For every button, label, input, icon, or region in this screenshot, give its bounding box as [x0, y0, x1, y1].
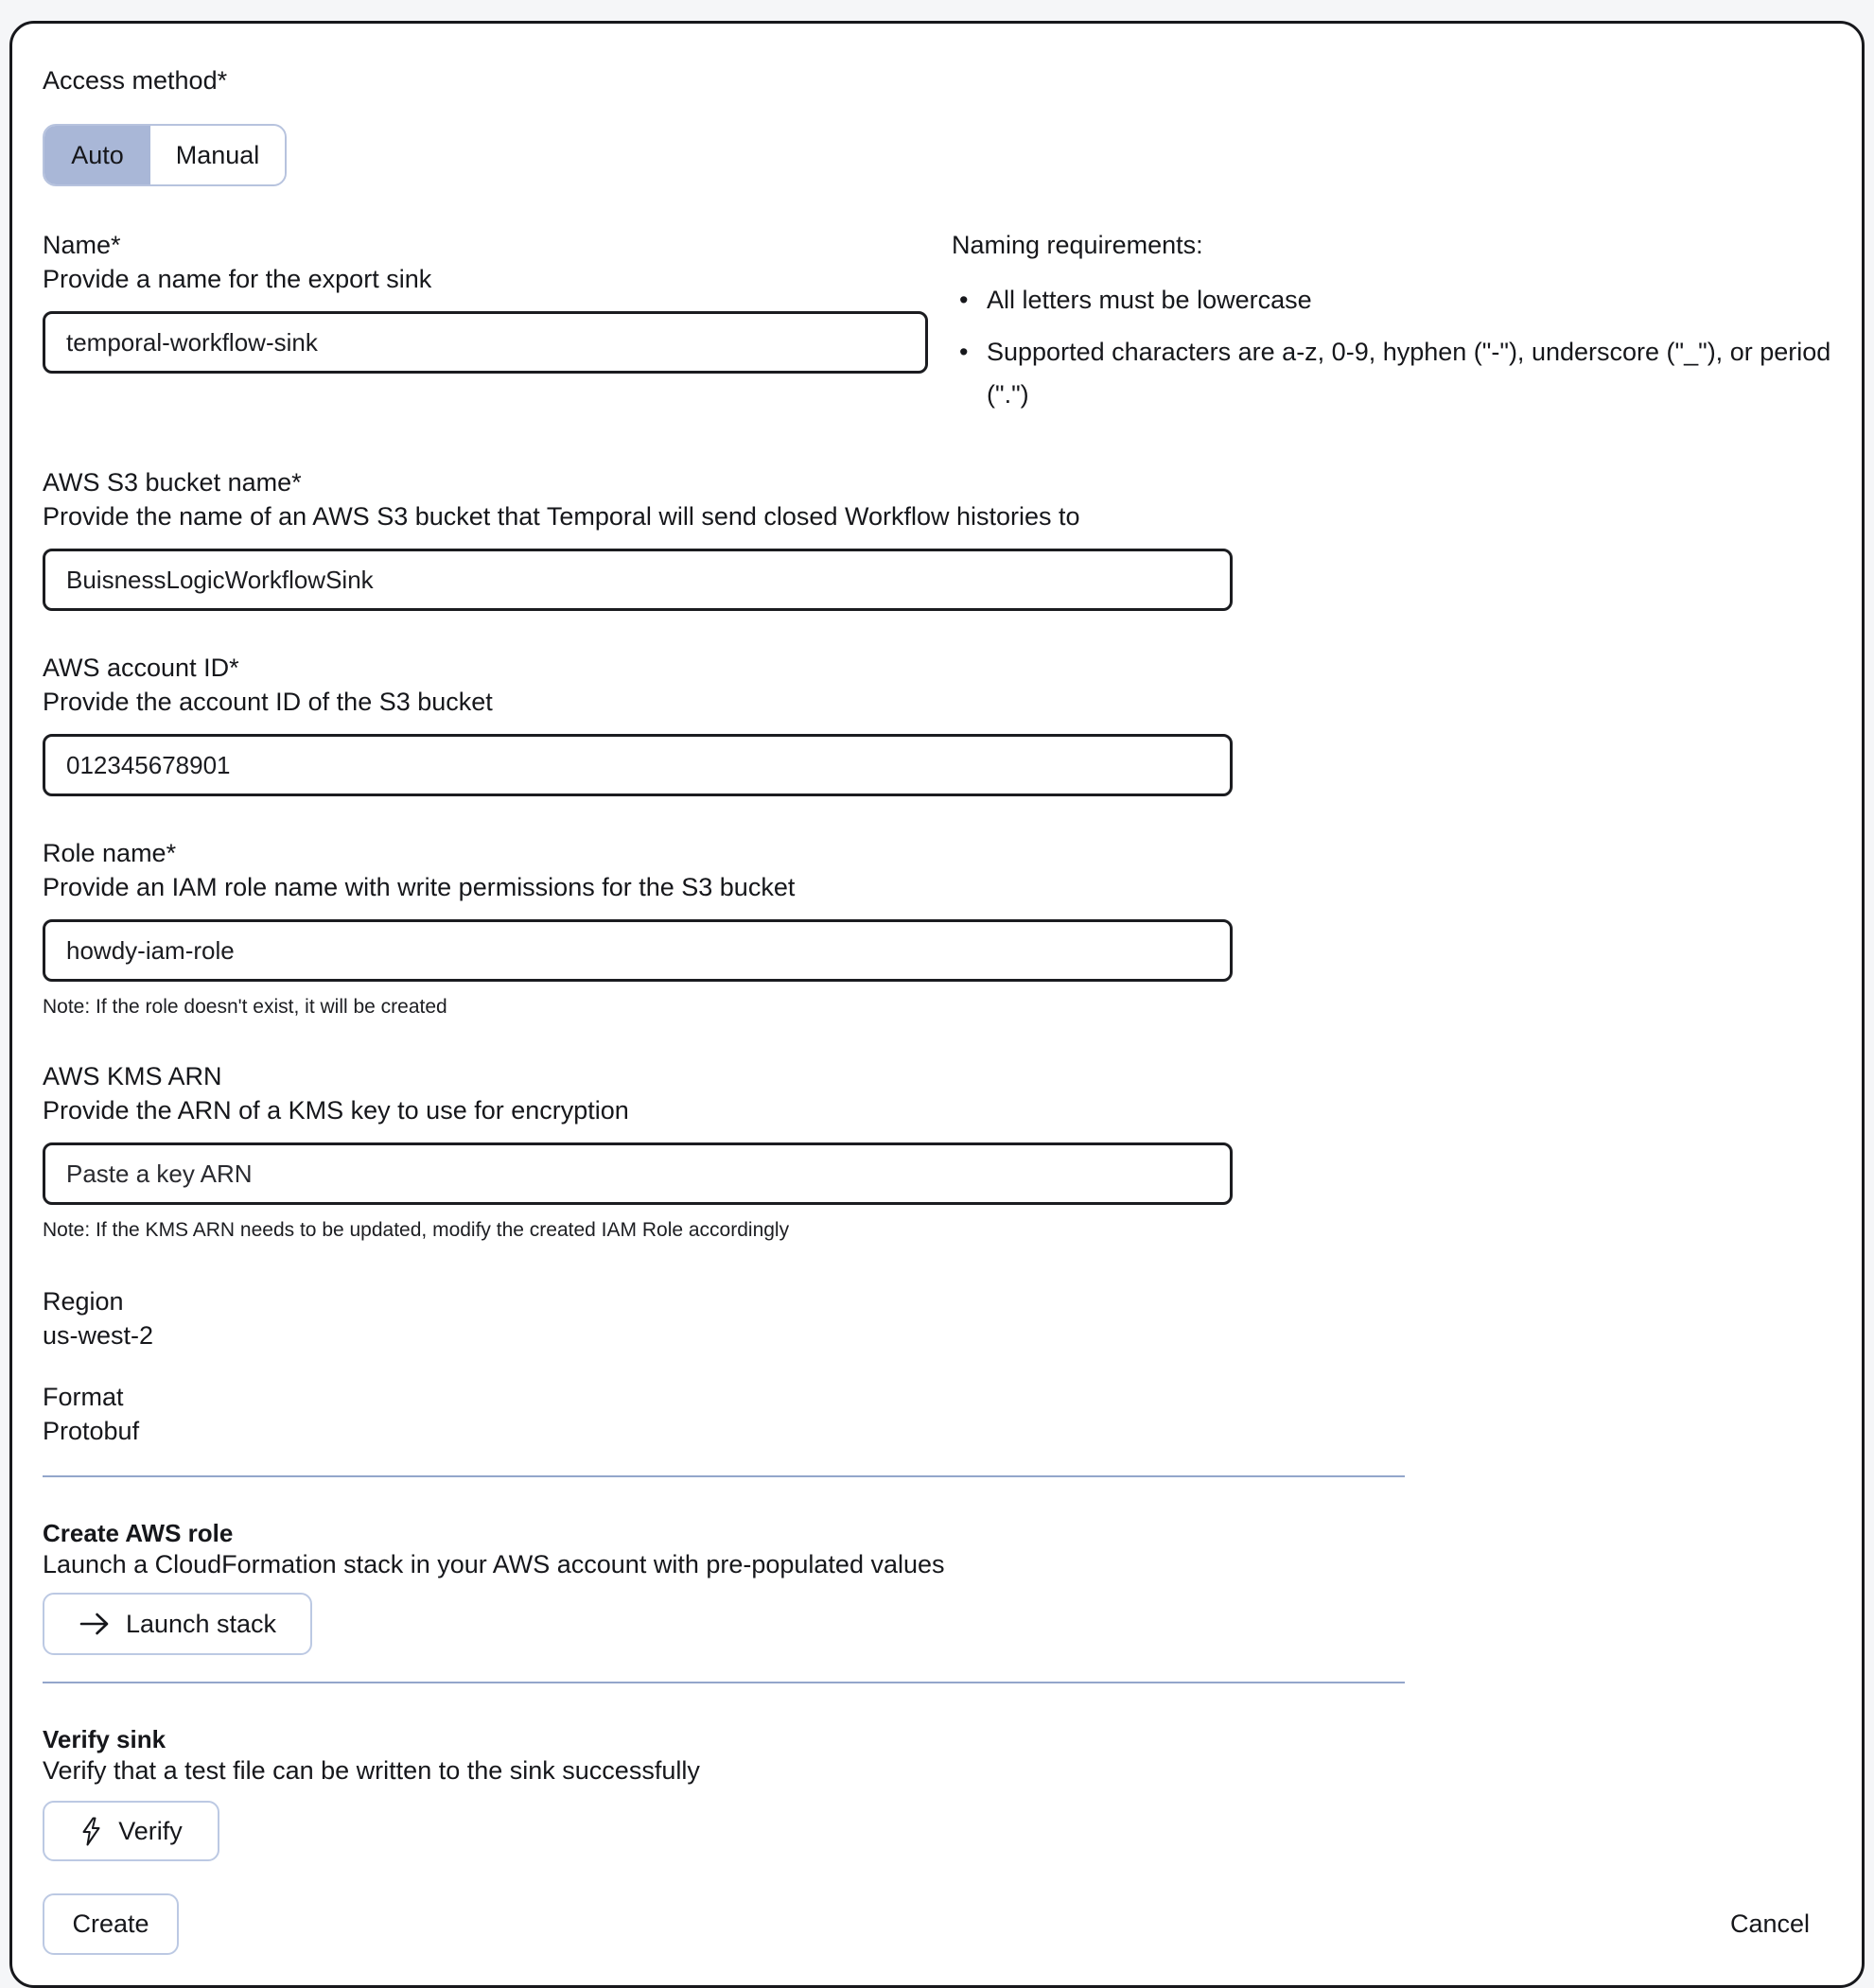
- kms-arn-description: Provide the ARN of a KMS key to use for encryption: [43, 1096, 629, 1125]
- launch-stack-button[interactable]: [43, 1593, 312, 1655]
- format-label: Format: [43, 1383, 124, 1411]
- bucket-field-group: [43, 465, 1834, 611]
- section-divider: [43, 1682, 1405, 1683]
- launch-stack-label: Launch stack: [125, 1609, 277, 1638]
- role-field-group: [43, 836, 1834, 1020]
- format-value: Protobuf: [43, 1417, 140, 1445]
- create-button-label: Create: [72, 1910, 149, 1938]
- account-id-label: AWS account ID*: [43, 654, 239, 682]
- naming-requirements-heading: Naming requirements:: [952, 231, 1203, 259]
- region-block: [43, 1284, 1834, 1353]
- access-method-label: Access method*: [43, 66, 228, 95]
- bucket-description: Provide the name of an AWS S3 bucket that Temporal will send closed Workflow histories to: [43, 502, 1080, 531]
- naming-requirements: [952, 228, 1834, 426]
- arrow-right-icon: [79, 1612, 111, 1636]
- naming-requirement-item: • All letters must be lowercase: [952, 279, 1834, 322]
- kms-arn-label: AWS KMS ARN: [43, 1062, 222, 1090]
- account-id-description: Provide the account ID of the S3 bucket: [43, 688, 493, 716]
- account-field-group: [43, 651, 1834, 796]
- role-name-input[interactable]: [43, 919, 1233, 982]
- format-block: [43, 1380, 1834, 1449]
- cancel-link[interactable]: Cancel: [1729, 1910, 1810, 1938]
- role-name-description: Provide an IAM role name with write permissions for the S3 bucket: [43, 873, 796, 901]
- verify-button[interactable]: [43, 1801, 219, 1861]
- kms-arn-input[interactable]: [43, 1142, 1233, 1205]
- name-and-requirements-row: [43, 228, 1834, 426]
- name-field-group: [43, 228, 928, 374]
- kms-field-group: [43, 1059, 1834, 1243]
- access-method-manual-option[interactable]: Manual: [150, 126, 285, 184]
- create-button[interactable]: [43, 1893, 179, 1955]
- access-method-toggle: [43, 124, 287, 186]
- naming-requirements-list: [952, 279, 1834, 416]
- name-description: Provide a name for the export sink: [43, 265, 432, 293]
- verify-sink-title: Verify sink: [43, 1725, 166, 1753]
- verify-button-label: Verify: [118, 1816, 183, 1845]
- create-aws-role-description: Launch a CloudFormation stack in your AWS account with pre-populated values: [43, 1550, 945, 1578]
- account-id-input[interactable]: [43, 734, 1233, 796]
- name-label: Name*: [43, 231, 121, 259]
- verify-sink-description: Verify that a test file can be written to the sink successfully: [43, 1756, 700, 1785]
- export-sink-form-card: [9, 21, 1865, 1988]
- lightning-bolt-icon: [79, 1817, 103, 1846]
- bucket-label: AWS S3 bucket name*: [43, 468, 302, 497]
- role-name-label: Role name*: [43, 839, 177, 867]
- section-divider: [43, 1475, 1405, 1477]
- name-input[interactable]: [43, 311, 928, 374]
- region-label: Region: [43, 1287, 124, 1316]
- access-method-auto-option[interactable]: Auto: [44, 126, 150, 184]
- naming-requirement-item: • Supported characters are a-z, 0-9, hyphen ("-"), underscore ("_"), or period ("."): [952, 331, 1834, 416]
- create-aws-role-title: Create AWS role: [43, 1519, 234, 1547]
- verify-sink-section: [43, 1725, 1834, 1861]
- form-footer: [43, 1893, 1834, 1955]
- kms-arn-note: Note: If the KMS ARN needs to be updated, modify the created IAM Role accordingly: [43, 1219, 790, 1241]
- role-name-note: Note: If the role doesn't exist, it will be created: [43, 996, 447, 1018]
- bucket-input[interactable]: [43, 549, 1233, 611]
- create-aws-role-section: [43, 1519, 1834, 1655]
- region-value: us-west-2: [43, 1321, 154, 1350]
